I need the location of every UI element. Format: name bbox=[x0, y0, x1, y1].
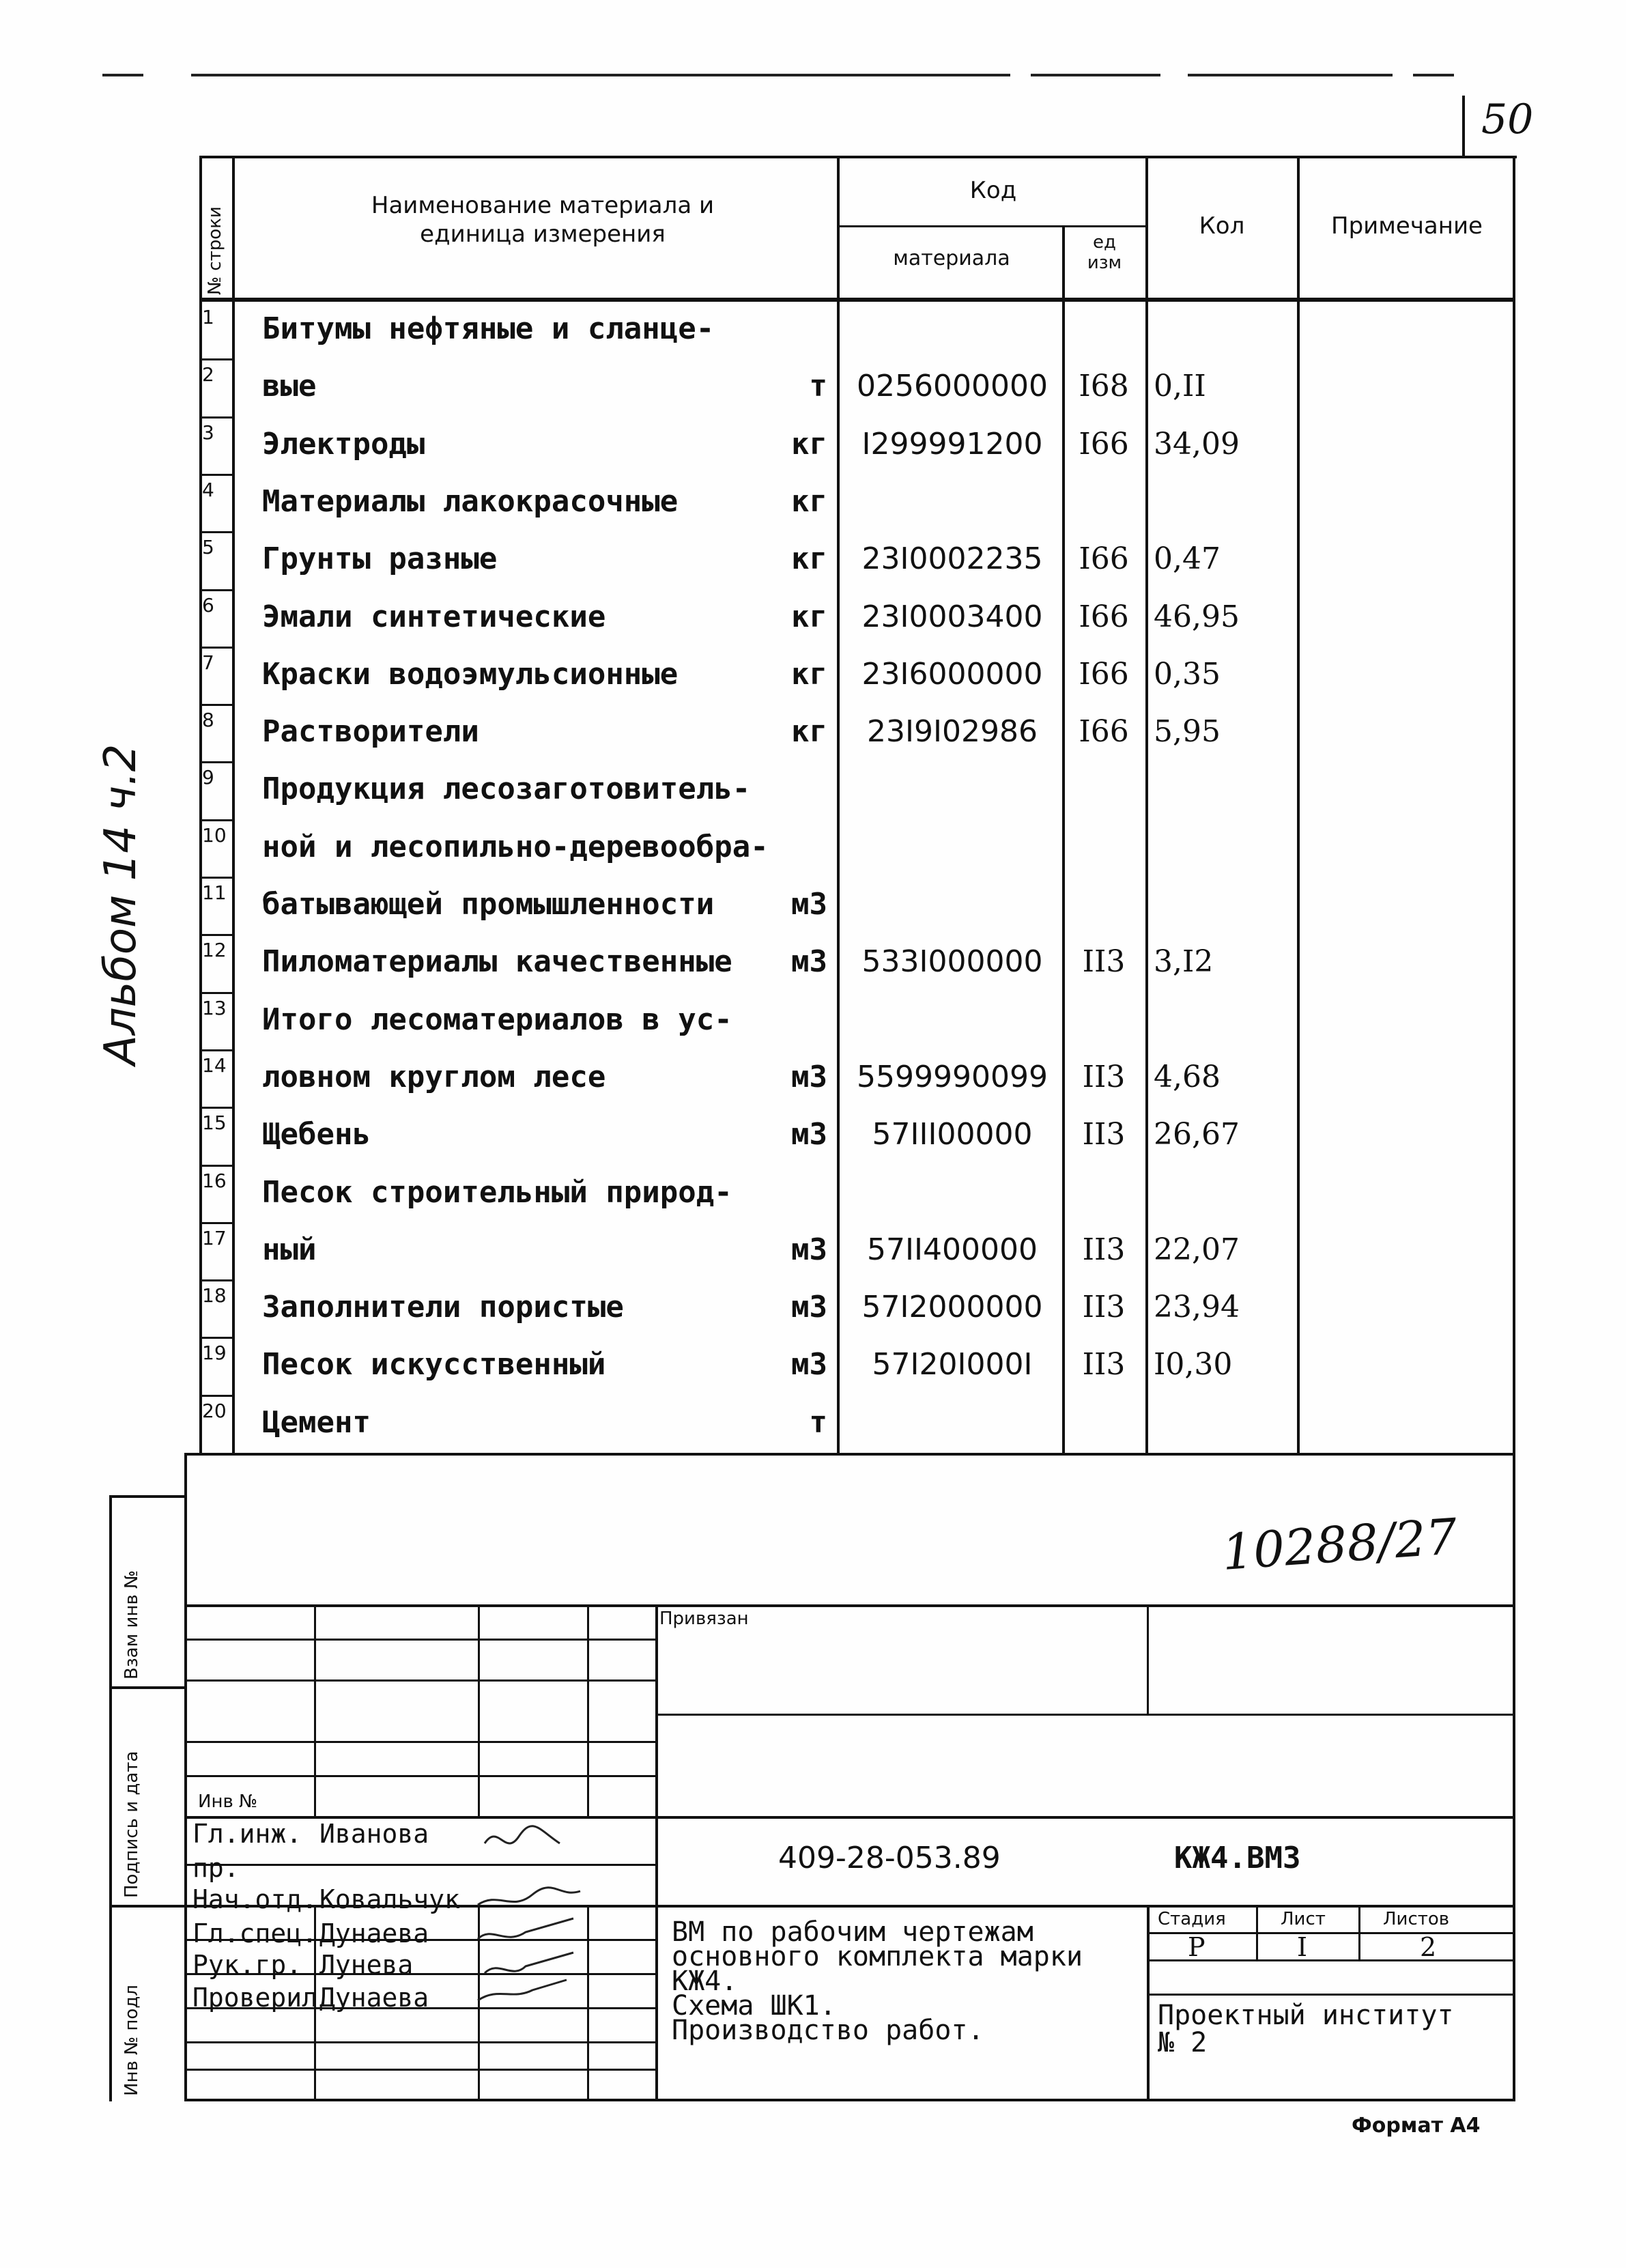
top-dash bbox=[1413, 74, 1454, 76]
material-name: ной и лесопильно-деревообра- bbox=[262, 829, 769, 864]
tb-bottom-border bbox=[184, 2099, 1515, 2101]
unit-code: II3 bbox=[1082, 1117, 1126, 1152]
side-label: Взам инв № bbox=[122, 1570, 142, 1679]
person-name: Дунаева bbox=[319, 1918, 429, 1948]
sheet-number: 50 bbox=[1481, 96, 1534, 143]
sheet-label: Лист bbox=[1281, 1909, 1326, 1929]
quantity: 3,I2 bbox=[1154, 944, 1214, 980]
person-name: Лунева bbox=[319, 1950, 414, 1980]
tb-hline bbox=[655, 1714, 1515, 1716]
quantity: 26,67 bbox=[1154, 1117, 1240, 1152]
material-unit: м3 bbox=[791, 1059, 827, 1094]
material-name: Щебень bbox=[262, 1117, 371, 1152]
material-unit: м3 bbox=[791, 887, 827, 922]
row-number: 20 bbox=[202, 1399, 227, 1422]
quantity: 0,47 bbox=[1154, 541, 1221, 577]
quantity: 23,94 bbox=[1154, 1290, 1240, 1325]
side-label: Инв № подл bbox=[122, 1985, 142, 2096]
material-code: 57I20I000I bbox=[872, 1347, 1033, 1383]
quantity: 5,95 bbox=[1154, 714, 1221, 750]
inventory-note: 10288/27 bbox=[1220, 1507, 1459, 1581]
row-divider bbox=[199, 934, 235, 936]
material-unit: кг bbox=[791, 426, 827, 462]
quantity: 0,35 bbox=[1154, 656, 1221, 692]
row-divider bbox=[199, 1395, 235, 1397]
material-unit: кг bbox=[791, 599, 827, 634]
row-divider bbox=[199, 358, 235, 360]
side-strip-divider bbox=[109, 1495, 187, 1498]
row-number: 8 bbox=[202, 709, 214, 732]
row-number: 9 bbox=[202, 766, 214, 789]
sheet-number-border bbox=[1462, 96, 1465, 157]
col-divider bbox=[837, 156, 840, 1453]
table-right-border bbox=[1513, 156, 1515, 1453]
quantity: 22,07 bbox=[1154, 1232, 1240, 1267]
material-name: батывающей промышленности bbox=[262, 887, 715, 922]
tb-hline bbox=[184, 1741, 655, 1743]
unit-code: I66 bbox=[1079, 426, 1129, 462]
header-code-material: материала bbox=[893, 246, 1010, 270]
tb-vline bbox=[1358, 1905, 1360, 1959]
material-name: Грунты разные bbox=[262, 541, 498, 577]
material-unit: м3 bbox=[791, 1290, 827, 1325]
row-divider bbox=[199, 531, 235, 533]
header-bottom-border bbox=[199, 298, 1515, 302]
row-number: 2 bbox=[202, 363, 214, 386]
sheets-label: Листов bbox=[1383, 1909, 1450, 1929]
person-name: Иванова bbox=[319, 1819, 429, 1849]
col-divider bbox=[232, 156, 235, 1453]
material-code: 5599990099 bbox=[857, 1059, 1048, 1094]
material-code: I299991200 bbox=[861, 426, 1043, 462]
quantity: 4,68 bbox=[1154, 1059, 1221, 1094]
tb-hline bbox=[184, 2041, 655, 2043]
material-name: Материалы лакокрасочные bbox=[262, 483, 679, 519]
tb-hline bbox=[1147, 1994, 1515, 1996]
material-name: Песок искусственный bbox=[262, 1347, 606, 1383]
row-divider bbox=[199, 761, 235, 763]
unit-code: I68 bbox=[1079, 369, 1129, 404]
row-number: 19 bbox=[202, 1342, 227, 1365]
material-code: 23I9I02986 bbox=[867, 714, 1038, 750]
person-name: Дунаева bbox=[319, 1983, 429, 2013]
material-name: Песок строительный природ- bbox=[262, 1174, 732, 1210]
table-top-border bbox=[199, 156, 1517, 158]
tb-hline bbox=[184, 1679, 655, 1682]
material-unit: м3 bbox=[791, 944, 827, 980]
material-code: 57III00000 bbox=[872, 1117, 1033, 1152]
row-divider bbox=[199, 589, 235, 591]
col-divider bbox=[1062, 225, 1065, 1453]
col-divider bbox=[1297, 156, 1300, 1453]
tb-left-border bbox=[184, 1453, 187, 2101]
album-note: Альбом 14 ч.2 bbox=[96, 743, 146, 1065]
tb-vline bbox=[1147, 1905, 1150, 2101]
header-name: Наименование материала и единица измерения bbox=[371, 192, 715, 248]
tb-right-border bbox=[1513, 1453, 1515, 2101]
row-divider bbox=[199, 1337, 235, 1339]
row-divider bbox=[199, 647, 235, 649]
material-unit: кг bbox=[791, 541, 827, 577]
material-name: Пиломатериалы качественные bbox=[262, 944, 732, 980]
material-code: 0256000000 bbox=[857, 369, 1048, 404]
row-number: 13 bbox=[202, 996, 227, 1019]
row-divider bbox=[199, 877, 235, 879]
row-number: 11 bbox=[202, 881, 227, 904]
material-code: 23I0003400 bbox=[861, 599, 1043, 634]
header-row-no: № строки bbox=[205, 206, 225, 295]
row-number: 1 bbox=[202, 306, 214, 328]
material-name: Краски водоэмульсионные bbox=[262, 656, 679, 692]
row-number: 15 bbox=[202, 1111, 227, 1135]
material-code: 57II400000 bbox=[867, 1232, 1038, 1267]
material-unit: м3 bbox=[791, 1347, 827, 1383]
tb-vline bbox=[1147, 1604, 1149, 1714]
material-name: Эмали синтетические bbox=[262, 599, 606, 634]
quantity: 34,09 bbox=[1154, 426, 1240, 462]
privyazan-label: Привязан bbox=[659, 1608, 749, 1629]
unit-code: II3 bbox=[1082, 1290, 1126, 1325]
row-number: 10 bbox=[202, 823, 227, 847]
sheets-value: 2 bbox=[1420, 1932, 1437, 1962]
material-code: 57I2000000 bbox=[861, 1290, 1043, 1325]
material-name: Цемент bbox=[262, 1404, 371, 1440]
doc-mark: КЖ4.ВМ3 bbox=[1174, 1841, 1301, 1875]
tb-vline bbox=[1256, 1905, 1258, 1959]
row-divider bbox=[199, 1279, 235, 1281]
row-number: 16 bbox=[202, 1169, 227, 1192]
row-divider bbox=[199, 1222, 235, 1224]
format-label: Формат А4 bbox=[1352, 2114, 1481, 2138]
material-unit: м3 bbox=[791, 1117, 827, 1152]
row-number: 14 bbox=[202, 1053, 227, 1077]
unit-code: II3 bbox=[1082, 1347, 1126, 1383]
material-name: Электроды bbox=[262, 426, 425, 462]
row-divider bbox=[199, 1165, 235, 1167]
role-label: пр. bbox=[192, 1853, 240, 1883]
header-code-unit: ед изм bbox=[1087, 232, 1122, 273]
material-name: Растворители bbox=[262, 714, 479, 750]
unit-code: II3 bbox=[1082, 1232, 1126, 1267]
material-unit: кг bbox=[791, 656, 827, 692]
row-number: 18 bbox=[202, 1284, 227, 1307]
unit-code: I66 bbox=[1079, 656, 1129, 692]
side-label: Подпись и дата bbox=[122, 1750, 142, 1898]
row-divider bbox=[199, 1049, 235, 1051]
tb-hline bbox=[184, 1639, 655, 1641]
material-name: ный bbox=[262, 1232, 317, 1267]
unit-code: II3 bbox=[1082, 944, 1126, 980]
header-note: Примечание bbox=[1331, 212, 1483, 240]
tb-hline bbox=[184, 2069, 655, 2071]
material-unit: кг bbox=[791, 714, 827, 750]
material-name: Итого лесоматериалов в ус- bbox=[262, 1002, 732, 1037]
row-number: 7 bbox=[202, 651, 214, 674]
row-divider bbox=[199, 1107, 235, 1109]
row-divider bbox=[199, 992, 235, 994]
top-dash bbox=[1031, 74, 1160, 76]
institute: Проектный институт № 2 bbox=[1158, 2000, 1454, 2058]
header-code: Код bbox=[969, 177, 1017, 204]
doc-number: 409-28-053.89 bbox=[778, 1841, 1001, 1875]
unit-code: I66 bbox=[1079, 714, 1129, 750]
header-qty: Кол bbox=[1199, 212, 1245, 240]
top-dash bbox=[1188, 74, 1393, 76]
row-number: 4 bbox=[202, 478, 214, 501]
material-name: ловном круглом лесе bbox=[262, 1059, 606, 1094]
tb-vline bbox=[587, 1604, 589, 1816]
col-divider bbox=[1145, 156, 1148, 1453]
row-divider bbox=[199, 819, 235, 821]
stage-label: Стадия bbox=[1158, 1909, 1226, 1929]
top-dash bbox=[191, 74, 1010, 76]
material-code: 23I6000000 bbox=[861, 656, 1043, 692]
side-strip-border bbox=[109, 1495, 112, 2101]
material-unit: т bbox=[809, 1404, 827, 1440]
tb-vline bbox=[478, 1604, 480, 1816]
role-label: Гл.инж. bbox=[192, 1819, 302, 1849]
tb-vline bbox=[314, 1604, 316, 1816]
row-divider bbox=[199, 474, 235, 476]
tb-hline bbox=[184, 1604, 1515, 1607]
unit-code: II3 bbox=[1082, 1059, 1126, 1094]
row-number: 5 bbox=[202, 536, 214, 559]
side-strip-divider bbox=[109, 1686, 187, 1689]
tb-hline bbox=[184, 1775, 655, 1777]
material-code: 533I000000 bbox=[861, 944, 1043, 980]
doc-description: ВМ по рабочим чертежам основного комплекта марки КЖ4. Схема ШК1. Производство работ. bbox=[672, 1916, 1083, 2046]
row-number: 3 bbox=[202, 421, 214, 444]
inv-no-label: Инв № bbox=[198, 1791, 258, 1812]
tb-vline bbox=[655, 1604, 658, 2101]
row-number: 12 bbox=[202, 939, 227, 962]
material-unit: м3 bbox=[791, 1232, 827, 1267]
unit-code: I66 bbox=[1079, 541, 1129, 577]
row-number: 6 bbox=[202, 593, 214, 616]
person-name: Ковальчук bbox=[319, 1884, 460, 1914]
quantity: 46,95 bbox=[1154, 599, 1240, 634]
role-label: Гл.спец. bbox=[192, 1918, 318, 1948]
table-left-border bbox=[199, 156, 202, 1453]
stage-value: Р bbox=[1188, 1932, 1206, 1962]
material-unit: кг bbox=[791, 483, 827, 519]
side-strip-divider bbox=[109, 1905, 187, 1908]
tb-top-border bbox=[184, 1453, 1515, 1456]
sheet-value: I bbox=[1297, 1932, 1308, 1962]
signatures bbox=[471, 1816, 608, 2007]
top-dash bbox=[102, 74, 143, 76]
role-label: Проверил bbox=[192, 1983, 318, 2013]
row-number: 17 bbox=[202, 1226, 227, 1249]
quantity: I0,30 bbox=[1154, 1347, 1233, 1383]
unit-code: I66 bbox=[1079, 599, 1129, 634]
material-name: Битумы нефтяные и сланце- bbox=[262, 311, 715, 346]
material-name: Заполнители пористые bbox=[262, 1290, 624, 1325]
row-divider bbox=[199, 704, 235, 706]
material-code: 23I0002235 bbox=[861, 541, 1043, 577]
code-subheader-divider bbox=[837, 225, 1145, 227]
row-divider bbox=[199, 416, 235, 419]
role-label: Нач.отд. bbox=[192, 1884, 318, 1914]
material-name: вые bbox=[262, 369, 317, 404]
material-unit: т bbox=[809, 369, 827, 404]
quantity: 0,II bbox=[1154, 369, 1206, 404]
role-label: Рук.гр. bbox=[192, 1950, 302, 1980]
material-name: Продукция лесозаготовитель- bbox=[262, 771, 751, 807]
